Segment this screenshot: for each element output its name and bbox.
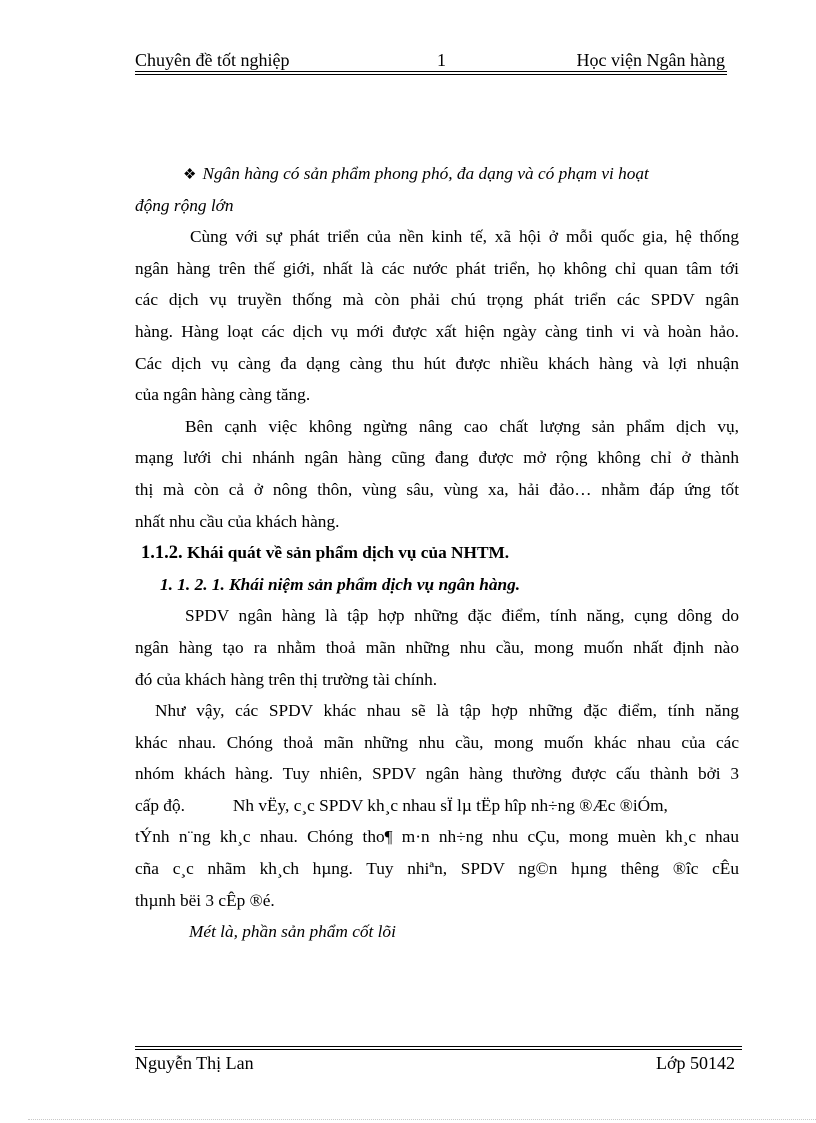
para1-line: của ngân hàng càng tăng. bbox=[135, 385, 311, 405]
para4-line: nhóm khách hàng. Tuy nhiên, SPDV ngân hàng thường được cấu thành bởi 3 bbox=[135, 764, 739, 784]
page-header bbox=[135, 46, 727, 72]
bullet-heading-line2: động rộng lớn bbox=[135, 195, 234, 215]
garbled-line: tÝnh n¨ng kh¸c nhau. Chóng tho¶ m·n nh÷ng nhu cÇu, mong muèn kh¸c nhau bbox=[135, 827, 739, 847]
para2-line: thị mà còn cả ở nông thôn, vùng sâu, vùng xa, hải đảo… nhằm đáp ứng tốt bbox=[135, 479, 739, 499]
subsection-heading: 1. 1. 2. 1. Khái niệm sản phẩm dịch vụ ngân hàng. bbox=[160, 574, 521, 594]
bullet-heading-line1 bbox=[135, 158, 739, 190]
para4-line: khác nhau. Chóng thoả mãn những nhu cầu, mong muốn khác nhau của các bbox=[135, 732, 739, 752]
para3-line: SPDV ngân hàng là tập hợp những đặc điểm, tính năng, cụng dông do bbox=[185, 606, 739, 626]
para1-line: Các dịch vụ càng đa dạng càng thu hút được nhiều khách hàng và lợi nhuận bbox=[135, 353, 739, 373]
page-edge-dots bbox=[28, 1119, 816, 1120]
footer-rule-top bbox=[135, 1046, 742, 1047]
header-rule-bottom bbox=[135, 74, 727, 75]
body-text bbox=[135, 158, 739, 948]
footer-class: Lớp 50142 bbox=[655, 1053, 735, 1073]
header-right: Học viện Ngân hàng bbox=[576, 50, 725, 70]
garbled-start: Nh vËy, c¸c SPDV kh¸c nhau sÏ lµ tËp hîp nh÷ng ®Æc ®iÓm, bbox=[232, 795, 668, 815]
para1-line: hàng. Hàng loạt các dịch vụ mới được xất hiện ngày càng tinh vi và hoàn hảo. bbox=[135, 321, 739, 341]
garbled-line: thµnh bëi 3 cÊp ®é. bbox=[135, 890, 275, 910]
header-rule-top bbox=[135, 71, 727, 72]
para1-line: các dịch vụ truyền thống mà còn phải chú trọng phát triển các SPDV ngân bbox=[135, 290, 739, 310]
para2-line: nhất nhu cầu của khách hàng. bbox=[135, 511, 340, 531]
para4-line: Như vậy, các SPDV khác nhau sẽ là tập hợp những đặc điểm, tính năng bbox=[155, 701, 739, 721]
footer-rule-bottom bbox=[135, 1049, 742, 1050]
para2-line: mạng lưới chi nhánh ngân hàng cũng đang được mở rộng không chỉ ở thành bbox=[135, 448, 739, 468]
garbled-line: cña c¸c nhãm kh¸ch hµng. Tuy nhiªn, SPDV ng©n hµng thêng ®îc cÊu bbox=[135, 859, 739, 879]
footer-author: Nguyễn Thị Lan bbox=[135, 1053, 254, 1073]
para1-line: ngân hàng trên thế giới, nhất là các nước phát triển, họ không chỉ quan tâm tới bbox=[135, 258, 739, 278]
para2-line: Bên cạnh việc không ngừng nâng cao chất lượng sản phẩm dịch vụ, bbox=[185, 416, 739, 436]
bullet-heading-text: Ngân hàng có sản phẩm phong phó, đa dạng và có phạm vi hoạt bbox=[202, 164, 649, 183]
section-number: 1.1.2. bbox=[141, 543, 183, 564]
header-page-number: 1 bbox=[437, 50, 446, 70]
section-title: Khái quát về sản phẩm dịch vụ của NHTM. bbox=[186, 543, 510, 563]
diamond-bullet-icon: ❖ bbox=[183, 167, 197, 183]
core-line: Mét là, phần sản phẩm cốt lõi bbox=[189, 922, 396, 942]
section-heading bbox=[135, 537, 739, 569]
para4-last-a: cấp độ. bbox=[135, 795, 185, 815]
para4-last-line bbox=[135, 790, 739, 822]
header-left: Chuyên đề tốt nghiệp bbox=[135, 50, 290, 70]
para3-line: ngân hàng tạo ra nhằm thoả mãn những nhu cầu, mong muốn nhất định nào bbox=[135, 637, 739, 657]
para3-line: đó của khách hàng trên thị trường tài chính. bbox=[135, 669, 438, 689]
para1-line: Cùng với sự phát triển của nền kinh tế, xã hội ở mỗi quốc gia, hệ thống bbox=[190, 227, 739, 247]
